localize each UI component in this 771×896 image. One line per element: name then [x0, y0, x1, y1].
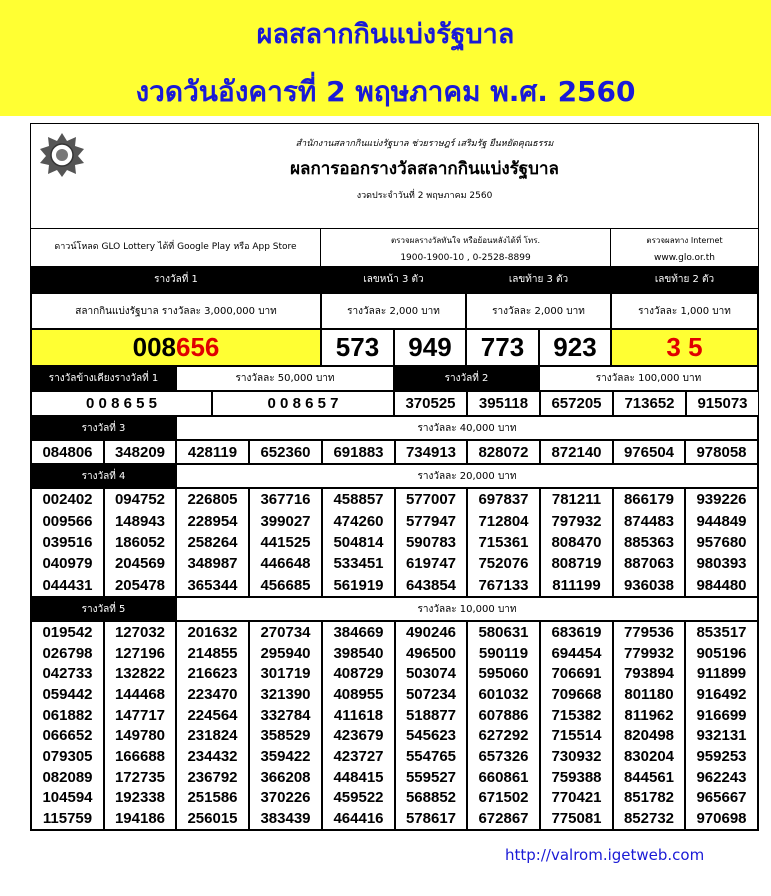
prize5-number: 132822 [114, 665, 166, 683]
prize5-number: 844561 [623, 768, 675, 786]
prize3-number: 348209 [104, 440, 176, 464]
prize4-number: 767133 [478, 576, 529, 594]
prize5-column [322, 621, 395, 830]
prize4-column [104, 488, 176, 597]
prize5-number: 671502 [478, 789, 529, 807]
prize5-number: 234432 [187, 747, 238, 765]
prize5-number: 383439 [260, 810, 311, 828]
prize4-number: 697837 [478, 491, 529, 509]
prize5-number: 851782 [623, 789, 675, 807]
prize4-number: 009566 [42, 512, 93, 530]
prize5-number: 194186 [114, 810, 166, 828]
download-note [31, 228, 321, 266]
prize4-number: 258264 [187, 533, 238, 551]
prize5-number: 568852 [405, 789, 457, 807]
prize5-number: 715514 [551, 727, 602, 745]
prize1-amount: สลากกินแบ่งรัฐบาล รางวัลละ 3,000,000 บาท [31, 293, 321, 329]
prize4-number: 044431 [42, 576, 93, 594]
prize4-number: 936038 [623, 576, 675, 594]
prize5-number: 830204 [623, 747, 675, 765]
prize2-number: 915073 [686, 391, 759, 416]
prize4-number: 808470 [551, 533, 602, 551]
prize5-number: 694454 [551, 644, 602, 662]
prize5-number: 464416 [333, 810, 384, 828]
prize5-column [613, 621, 685, 830]
near1-amount: รางวัลละ 50,000 บาท [176, 366, 394, 391]
prize5-number: 959253 [696, 747, 747, 765]
phone-info [321, 228, 611, 266]
prize5-number: 775081 [551, 810, 602, 828]
prize5-number: 672867 [478, 810, 529, 828]
prize4-number: 226805 [187, 491, 238, 509]
prize5-number: 192338 [114, 789, 166, 807]
prize5-number: 398540 [333, 644, 384, 662]
prize4-number: 797932 [551, 512, 602, 530]
prize5-number: 201632 [187, 623, 238, 641]
prize5-number: 236792 [187, 768, 238, 786]
prize5-number: 811962 [624, 706, 674, 724]
title-banner [0, 0, 771, 116]
prize4-number: 094752 [114, 491, 166, 509]
near1-label: รางวัลข้างเคียงรางวัลที่ 1 [31, 366, 176, 391]
prize3-number: 428119 [176, 440, 249, 464]
prize4-number: 957680 [696, 533, 747, 551]
prize1-number-red: 656 [176, 332, 220, 362]
prize5-number: 709668 [551, 685, 602, 703]
near1-number: 0 0 8 6 5 7 [212, 391, 394, 416]
prize5-number: 256015 [187, 810, 238, 828]
front3-label: เลขหน้า 3 ตัว [321, 266, 466, 293]
prize4-number: 561919 [333, 576, 384, 594]
prize4-number: 619747 [405, 555, 457, 573]
last3-number: 923 [539, 329, 611, 366]
phone-label: ตรวจผลรางวัลทันใจ หรือย้อนหลังได้ที่ โทร. [390, 236, 541, 245]
prize4-number: 458857 [333, 491, 384, 509]
prize4-number: 446648 [260, 555, 311, 573]
prize5-number: 061882 [42, 706, 93, 724]
last2-amount: รางวัลละ 1,000 บาท [611, 293, 758, 329]
prize4-number: 590783 [405, 533, 457, 551]
prize4-number: 186052 [114, 533, 166, 551]
prize4-number: 712804 [478, 512, 529, 530]
prize5-column [104, 621, 176, 830]
prize5-number: 295940 [260, 644, 311, 662]
prize5-number: 507234 [405, 685, 457, 703]
prize5-number: 545623 [405, 727, 457, 745]
web-url: www.glo.or.th [653, 253, 715, 263]
prize5-number: 408729 [333, 665, 384, 683]
prize5-number: 559527 [405, 768, 457, 786]
prize5-number: 408955 [333, 685, 384, 703]
prize4-number: 474260 [333, 512, 384, 530]
prize5-number: 706691 [551, 665, 602, 683]
prize4-number: 811199 [552, 576, 601, 594]
prize3-number: 691883 [322, 440, 395, 464]
prize5-number: 223470 [187, 685, 238, 703]
prize5-number: 660861 [478, 768, 529, 786]
prize5-number: 496500 [405, 644, 457, 662]
prize5-number: 358529 [260, 727, 311, 745]
prize5-number: 916492 [696, 685, 747, 703]
prize5-number: 026798 [42, 644, 93, 662]
prize5-number: 127032 [114, 623, 166, 641]
prize5-number: 590119 [478, 644, 529, 662]
prize5-number: 370226 [260, 789, 311, 807]
prize4-column [685, 488, 758, 597]
prize5-column [685, 621, 758, 830]
prize5-number: 144468 [114, 685, 166, 703]
front3-number: 573 [321, 329, 394, 366]
prize5-column [31, 621, 104, 830]
prize5-number: 231824 [187, 727, 238, 745]
prize5-number: 820498 [623, 727, 675, 745]
prize5-number: 905196 [696, 644, 747, 662]
prize5-number: 962243 [696, 768, 747, 786]
prize5-number: 423679 [333, 727, 384, 745]
prize5-number: 359422 [260, 747, 311, 765]
prize5-number: 104594 [42, 789, 93, 807]
prize4-number: 456685 [260, 576, 311, 594]
prize4-number: 866179 [623, 491, 675, 509]
prize4-number: 399027 [260, 512, 311, 530]
footer-url[interactable]: http://valrom.igetweb.com [505, 846, 705, 864]
prize4-number: 715361 [478, 533, 529, 551]
prize4-number: 348987 [187, 555, 238, 573]
org-slogan: สำนักงานสลากกินแบ่งรัฐบาล ช่วยราษฎร์ เสริมรัฐ ยืนหยัดคุณธรรม [295, 139, 554, 149]
prize5-number: 332784 [260, 706, 311, 724]
near1-number: 0 0 8 6 5 5 [31, 391, 212, 416]
prize5-amount: รางวัลละ 10,000 บาท [176, 597, 758, 621]
prize5-number: 059442 [42, 685, 93, 703]
last2-number: 3 5 [611, 329, 758, 366]
prize4-column [613, 488, 685, 597]
prize5-number: 214855 [187, 644, 238, 662]
prize5-number: 019542 [42, 623, 93, 641]
prize5-number: 965667 [696, 789, 747, 807]
prize3-number: 828072 [467, 440, 540, 464]
prize5-number: 779932 [623, 644, 675, 662]
web-info [611, 228, 758, 266]
result-sheet [30, 123, 759, 831]
prize5-number: 216623 [187, 665, 238, 683]
prize3-number: 734913 [395, 440, 467, 464]
prize5-number: 916699 [696, 706, 747, 724]
prize5-number: 852732 [623, 810, 675, 828]
prize5-number: 518877 [405, 706, 457, 724]
prize5-number: 251586 [187, 789, 238, 807]
prize4-number: 808719 [551, 555, 602, 573]
prize2-label: รางวัลที่ 2 [394, 366, 539, 391]
prize5-number: 411618 [333, 706, 384, 724]
front3-amount: รางวัลละ 2,000 บาท [321, 293, 466, 329]
prize5-number: 042733 [42, 665, 93, 683]
prize5-number: 607886 [478, 706, 529, 724]
prize4-number: 367716 [260, 491, 311, 509]
prize2-number: 657205 [540, 391, 613, 416]
prize4-number: 887063 [623, 555, 675, 573]
prize5-number: 657326 [478, 747, 529, 765]
prize4-number: 504814 [333, 533, 384, 551]
prize5-number: 627292 [478, 727, 529, 745]
prize5-column [176, 621, 249, 830]
prize4-amount: รางวัลละ 20,000 บาท [176, 464, 758, 488]
prize5-number: 779536 [623, 623, 675, 641]
prize3-number: 084806 [31, 440, 104, 464]
prize4-number: 533451 [333, 555, 384, 573]
phone-numbers: 1900-1900-10 , 0-2528-8899 [400, 253, 531, 263]
prize4-number: 441525 [260, 533, 311, 551]
prize4-number: 984480 [696, 576, 747, 594]
sheet-title: ผลการออกรางวัลสลากกินแบ่งรัฐบาล [290, 159, 559, 179]
prize5-number: 601032 [478, 685, 529, 703]
prize3-number: 872140 [540, 440, 613, 464]
prize2-amount: รางวัลละ 100,000 บาท [539, 366, 758, 391]
prize5-number: 384669 [333, 623, 384, 641]
prize4-number: 040979 [42, 555, 93, 573]
prize3-amount: รางวัลละ 40,000 บาท [176, 416, 758, 440]
prize5-number: 459522 [333, 789, 384, 807]
prize4-column [540, 488, 613, 597]
prize5-number: 578617 [405, 810, 457, 828]
prize5-number: 911899 [696, 665, 747, 683]
prize5-number: 147717 [114, 706, 166, 724]
front3-number: 949 [394, 329, 466, 366]
prize2-number: 713652 [613, 391, 686, 416]
prize4-number: 365344 [187, 576, 238, 594]
prize4-number: 874483 [623, 512, 675, 530]
prize4-column [249, 488, 322, 597]
prize4-number: 944849 [696, 512, 747, 530]
prize4-number: 939226 [696, 491, 747, 509]
prize5-number: 079305 [42, 747, 93, 765]
prize4-number: 228954 [187, 512, 238, 530]
last3-label: เลขท้าย 3 ตัว [466, 266, 611, 293]
prize5-column [249, 621, 322, 830]
prize5-number: 366208 [260, 768, 311, 786]
prize5-column [395, 621, 467, 830]
prize4-number: 752076 [478, 555, 529, 573]
prize5-number: 490246 [405, 623, 457, 641]
prize5-number: 270734 [260, 623, 311, 641]
draw-date: งวดประจำวันที่ 2 พฤษภาคม 2560 [356, 191, 493, 201]
prize4-column [31, 488, 104, 597]
prize1-label: รางวัลที่ 1 [31, 266, 321, 293]
prize5-number: 066652 [42, 727, 93, 745]
prize2-number: 370525 [394, 391, 467, 416]
prize3-number: 652360 [249, 440, 322, 464]
prize3-number: 976504 [613, 440, 685, 464]
prize5-number: 423727 [333, 747, 384, 765]
prize4-number: 781211 [551, 491, 602, 509]
prize3-number: 978058 [685, 440, 758, 464]
prize5-column [540, 621, 613, 830]
prize5-number: 224564 [187, 706, 238, 724]
prize5-column [467, 621, 540, 830]
prize5-number: 580631 [478, 623, 529, 641]
prize1-number-black: 008 [132, 332, 176, 362]
prize4-number: 002402 [42, 491, 93, 509]
prize5-number: 166688 [114, 747, 166, 765]
prize5-number: 730932 [551, 747, 602, 765]
prize5-number: 759388 [551, 768, 602, 786]
prize5-number: 321390 [260, 685, 311, 703]
prize5-number: 448415 [333, 768, 384, 786]
prize4-number: 205478 [114, 576, 166, 594]
prize4-number: 980393 [696, 555, 747, 573]
prize4-column [395, 488, 467, 597]
prize5-number: 149780 [114, 727, 166, 745]
prize5-label: รางวัลที่ 5 [31, 597, 176, 621]
prize4-column [176, 488, 249, 597]
prize5-number: 127196 [114, 644, 166, 662]
prize4-number: 577947 [405, 512, 457, 530]
prize5-number: 853517 [696, 623, 747, 641]
banner-subtitle: งวดวันอังคารที่ 2 พฤษภาคม พ.ศ. 2560 [135, 75, 636, 108]
glo-emblem-icon [39, 132, 85, 178]
prize5-number: 683619 [551, 623, 602, 641]
prize5-number: 595060 [478, 665, 529, 683]
prize5-number: 554765 [405, 747, 457, 765]
prize5-number: 082089 [42, 768, 93, 786]
prize5-number: 801180 [624, 685, 674, 703]
prize4-number: 039516 [42, 533, 93, 551]
prize5-number: 970698 [696, 810, 747, 828]
prize4-number: 577007 [405, 491, 457, 509]
prize4-column [322, 488, 395, 597]
prize5-number: 715382 [551, 706, 602, 724]
prize4-number: 885363 [623, 533, 675, 551]
last2-label: เลขท้าย 2 ตัว [611, 266, 758, 293]
last3-amount: รางวัลละ 2,000 บาท [466, 293, 611, 329]
prize5-number: 301719 [260, 665, 311, 683]
prize5-number: 172735 [114, 768, 166, 786]
banner-title: ผลสลากกินแบ่งรัฐบาล [256, 19, 515, 50]
prize4-number: 643854 [405, 576, 457, 594]
prize5-number: 115759 [42, 810, 93, 828]
prize4-number: 148943 [114, 512, 166, 530]
prize5-number: 770421 [551, 789, 602, 807]
prize5-number: 793894 [623, 665, 675, 683]
download-text: ดาวน์โหลด GLO Lottery ได้ที่ Google Play หรือ App Store [54, 242, 297, 252]
prize5-number: 503074 [405, 665, 457, 683]
prize4-column [467, 488, 540, 597]
prize2-number: 395118 [467, 391, 540, 416]
last3-number: 773 [466, 329, 539, 366]
prize5-number: 932131 [696, 727, 747, 745]
web-label: ตรวจผลทาง Internet [646, 236, 723, 245]
prize3-label: รางวัลที่ 3 [31, 416, 176, 440]
prize4-label: รางวัลที่ 4 [31, 464, 176, 488]
sheet-header [31, 124, 758, 229]
prize4-number: 204569 [114, 555, 166, 573]
prize1-number [31, 329, 321, 366]
